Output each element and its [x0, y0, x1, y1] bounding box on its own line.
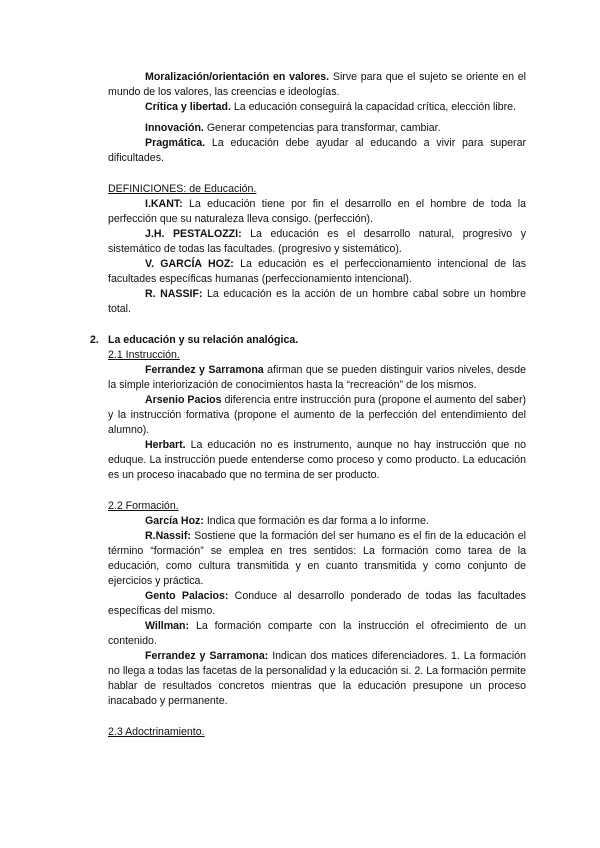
- instruction-text: diferencia entre instrucción pura (propone el aumento del saber) y la instrucción formativa (propone el aumento de la perfección del entendimiento del alumno).: [108, 394, 526, 436]
- formation-text: La formación comparte con la instrucción el ofrecimiento de un contenido.: [108, 620, 526, 647]
- value-text: La educación conseguirá la capacidad crítica, elección libre.: [230, 101, 516, 113]
- document-page: [90, 70, 527, 740]
- formation-author: Ferrandez y Sarramona:: [145, 650, 269, 662]
- definitions-heading: DEFINICIONES: de Educación.: [108, 183, 257, 195]
- definition-paragraph: [108, 227, 526, 257]
- definition-text: La educación es el desarrollo natural, progresivo y sistemático de todas las facultades. (progresivo y sistemático).: [108, 228, 526, 255]
- value-term: Crítica y libertad.: [145, 101, 231, 113]
- definition-text: La educación es la acción de un hombre cabal sobre un hombre total.: [108, 288, 526, 315]
- value-paragraph: [108, 121, 526, 136]
- formation-paragraph: [108, 619, 526, 649]
- value-term: Pragmática.: [145, 137, 206, 149]
- formation-author: Gento Palacios:: [145, 590, 229, 602]
- value-term: Moralización/orientación en valores.: [145, 71, 330, 83]
- section-title: La educación y su relación analógica.: [108, 334, 299, 346]
- subsection-heading-formation: 2.2 Formación.: [108, 500, 179, 512]
- definition-paragraph: [108, 257, 526, 287]
- section-heading: [90, 333, 526, 348]
- subsection-heading-instruction: 2.1 Instrucción.: [108, 349, 180, 361]
- value-term: Innovación.: [145, 122, 204, 134]
- instruction-author: Arsenio Pacios: [145, 394, 222, 406]
- definition-text: La educación es el perfeccionamiento intencional de las facultades específicas humanas (perfeccionamiento intencional).: [108, 258, 526, 285]
- formation-author: Willman:: [145, 620, 190, 632]
- formation-paragraph: [108, 589, 526, 619]
- section-number: 2.: [90, 334, 99, 346]
- instruction-author: Ferrandez y Sarramona: [145, 364, 264, 376]
- formation-text: Conduce al desarrollo ponderado de todas las facultades específicas del mismo.: [108, 590, 526, 617]
- definition-text: La educación tiene por fin el desarrollo en el hombre de toda la perfección que su naturaleza lleva consigo. (perfección).: [108, 198, 526, 225]
- definition-paragraph: [108, 197, 526, 227]
- formation-paragraph: [108, 514, 526, 529]
- instruction-paragraph: [108, 393, 526, 438]
- value-paragraph: [108, 136, 526, 166]
- formation-author: García Hoz:: [145, 515, 204, 527]
- definition-author: I.KANT:: [145, 198, 183, 210]
- instruction-paragraph: [108, 363, 526, 393]
- value-paragraph: [108, 100, 526, 115]
- value-text: La educación debe ayudar al educando a vivir para superar dificultades.: [108, 137, 526, 164]
- subsection-heading-indoctrination: 2.3 Adoctrinamiento.: [108, 726, 205, 738]
- instruction-text: La educación no es instrumento, aunque no hay instrucción que no eduque. La instrucción puede entenderse como proceso y como producto. La educación es un proceso inacabado que no termina de ser producto.: [108, 439, 526, 481]
- value-text: Generar competencias para transformar, cambiar.: [203, 122, 441, 134]
- definition-author: V. GARCÍA HOZ:: [145, 258, 234, 270]
- instruction-author: Herbart.: [145, 439, 186, 451]
- formation-text: Indican dos matices diferenciadores. 1. La formación no llega a todas las facetas de la personalidad y la educación si. 2. La formación permite hablar de resultados concretos mientras que la educación presupone un proceso inacabado y permanente.: [108, 650, 526, 707]
- definition-author: J.H. PESTALOZZI:: [145, 228, 242, 240]
- formation-text: Sostiene que la formación del ser humano es el fin de la educación el término “formación” se emplea en tres sentidos: La formación como tarea de la educación, como cultura transmitida y en cuanto transmitida y como conjunto de ejercicios y práctica.: [108, 530, 526, 587]
- instruction-text: afirman que se pueden distinguir varios niveles, desde la simple interiorización de conocimientos hasta la “recreación” de los mismos.: [108, 364, 526, 391]
- definition-paragraph: [108, 287, 526, 317]
- formation-text: Indica que formación es dar forma a lo informe.: [203, 515, 429, 527]
- formation-author: R.Nassif:: [145, 530, 191, 542]
- formation-paragraph: [108, 529, 526, 589]
- value-text: Sirve para que el sujeto se oriente en el mundo de los valores, las creencias e ideologías.: [108, 71, 527, 98]
- instruction-paragraph: [108, 438, 526, 483]
- formation-paragraph: [108, 649, 526, 709]
- definition-author: R. NASSIF:: [145, 288, 203, 300]
- value-paragraph: [108, 70, 526, 100]
